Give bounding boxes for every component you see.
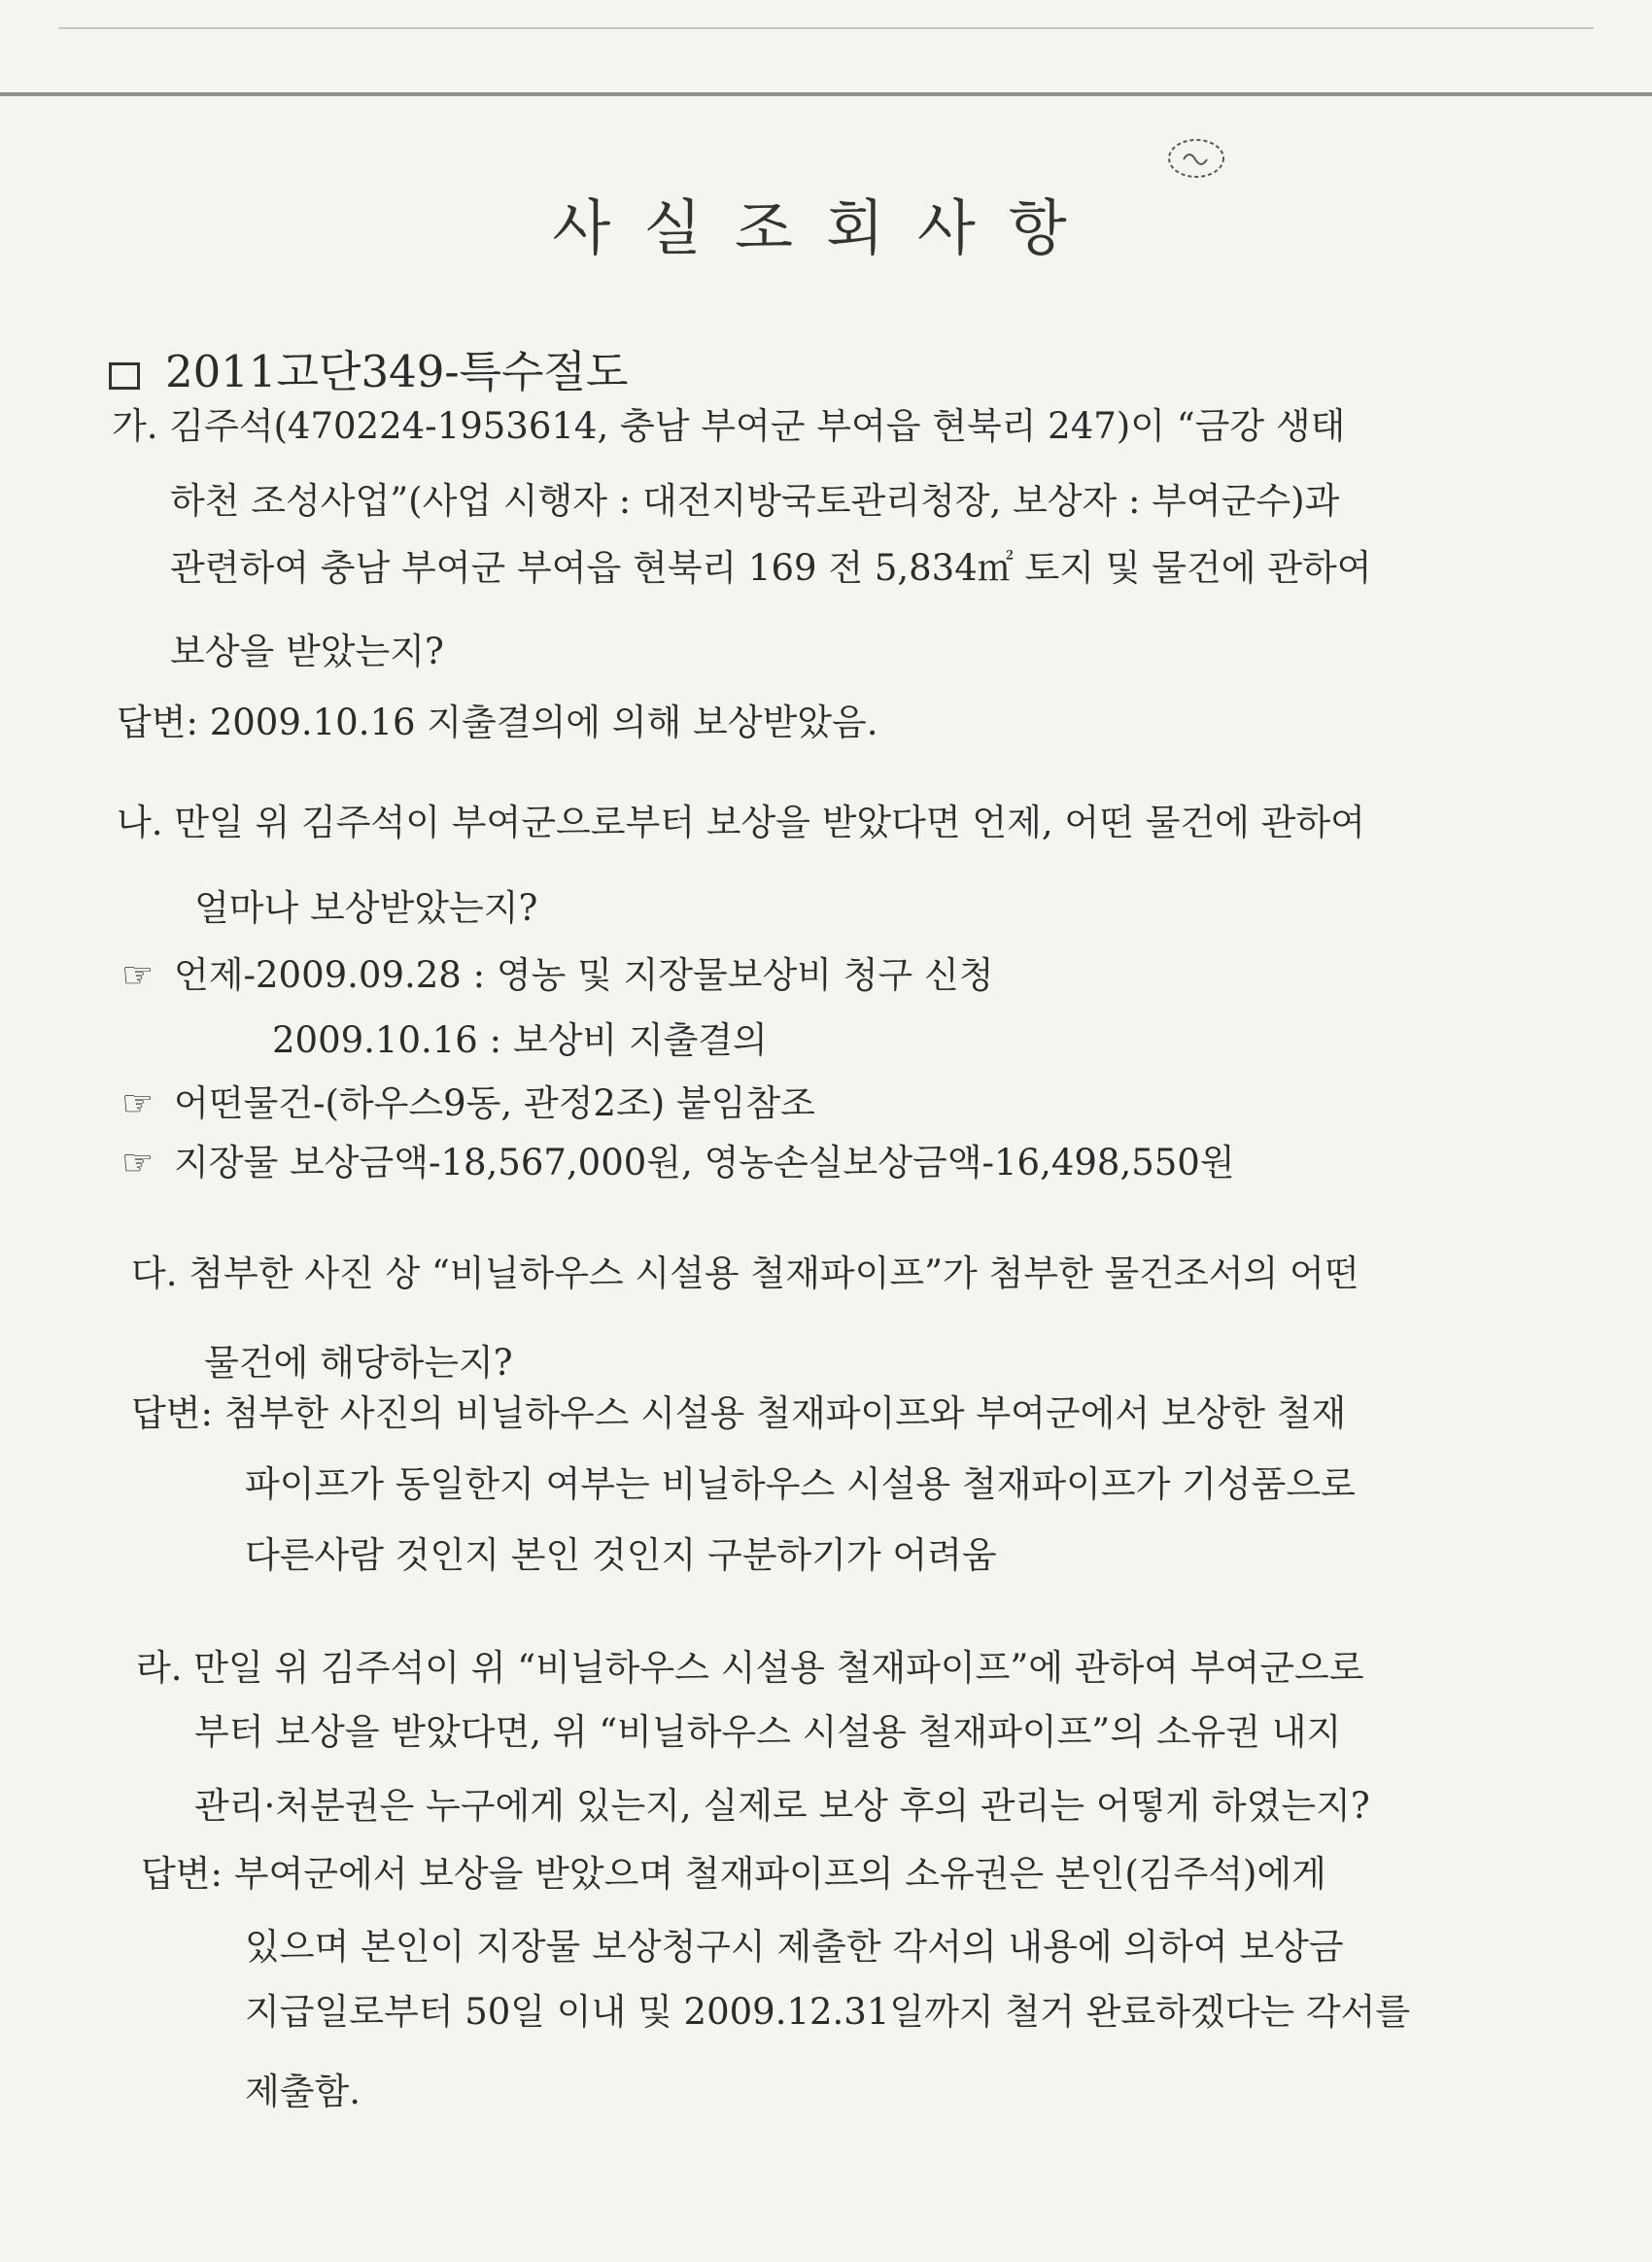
section-ga-question-line: 가. 김주석(470224-1953614, 충남 부여군 부여읍 현북리 247)이 “금강 생태 [112,405,1346,447]
section-na-question-line: 얼마나 보상받았는지? [194,887,538,929]
scan-fold-line [0,92,1652,96]
section-ga-question-line: 관련하여 충남 부여군 부여읍 현북리 169 전 5,834㎡ 토지 및 물건에 관하여 [170,547,1372,589]
document-title: 사실조회사항 [552,192,1100,263]
section-da-question-line: 물건에 해당하는지? [204,1342,513,1384]
section-na-bullet: ☞ 어떤물건-(하우스9동, 관정2조) 붙임참조 [121,1082,815,1124]
case-heading [109,346,629,397]
section-na-bullet: ☞ 지장물 보상금액-18,567,000원, 영농손실보상금액-16,498,550원 [121,1142,1235,1183]
case-number: 2011고단349-특수절도 [165,346,629,397]
pointing-hand-icon: ☞ [121,954,155,996]
section-ra-question-line: 라. 만일 위 김주석이 위 “비닐하우스 시설용 철재파이프”에 관하여 부여군으로 [136,1647,1364,1689]
pointing-hand-icon: ☞ [121,1082,155,1124]
section-ra-answer-line: 지급일로부터 50일 이내 및 2009.12.31일까지 철거 완료하겠다는 각서를 [245,1991,1411,2033]
section-da-question-line: 다. 첨부한 사진 상 “비닐하우스 시설용 철재파이프”가 첨부한 물건조서의 어떤 [131,1252,1359,1294]
section-ra-answer-line: 제출함. [245,2071,361,2112]
checkbox-square-icon [109,362,140,390]
section-ra-question-line: 부터 보상을 받았다면, 위 “비닐하우스 시설용 철재파이프”의 소유권 내지 [194,1711,1342,1753]
section-da-answer-line: 다른사람 것인지 본인 것인지 구분하기가 어려움 [245,1534,997,1576]
section-ra-answer-line: 있으며 본인이 지장물 보상청구시 제출한 각서의 내용에 의하여 보상금 [245,1926,1344,1968]
pointing-hand-icon: ☞ [121,1142,155,1183]
section-na-question-line: 나. 만일 위 김주석이 부여군으로부터 보상을 받았다면 언제, 어떤 물건에 관하여 [117,802,1365,843]
section-da-answer-line: 답변: 첨부한 사진의 비닐하우스 시설용 철재파이프와 부여군에서 보상한 철재 [131,1392,1347,1434]
scan-edge-line [58,27,1594,29]
section-ra-question-line: 관리·처분권은 누구에게 있는지, 실제로 보상 후의 관리는 어떻게 하였는지? [194,1785,1370,1827]
section-na-bullet: ☞ 언제-2009.09.28 : 영농 및 지장물보상비 청구 신청 [121,954,994,996]
section-ga-question-line: 보상을 받았는지? [170,631,444,672]
section-ra-answer-line: 답변: 부여군에서 보상을 받았으며 철재파이프의 소유권은 본인(김주석)에게 [141,1853,1326,1895]
section-na-bullet-continuation: 2009.10.16 : 보상비 지출결의 [272,1019,768,1061]
section-ga-question-line: 하천 조성사업”(사업 시행자 : 대전지방국토관리청장, 보상자 : 부여군수)과 [170,480,1340,522]
section-da-answer-line: 파이프가 동일한지 여부는 비닐하우스 시설용 철재파이프가 기성품으로 [245,1463,1356,1505]
ink-stamp-mark [1164,134,1228,183]
section-ga-answer-line: 답변: 2009.10.16 지출결의에 의해 보상받았음. [117,702,878,743]
